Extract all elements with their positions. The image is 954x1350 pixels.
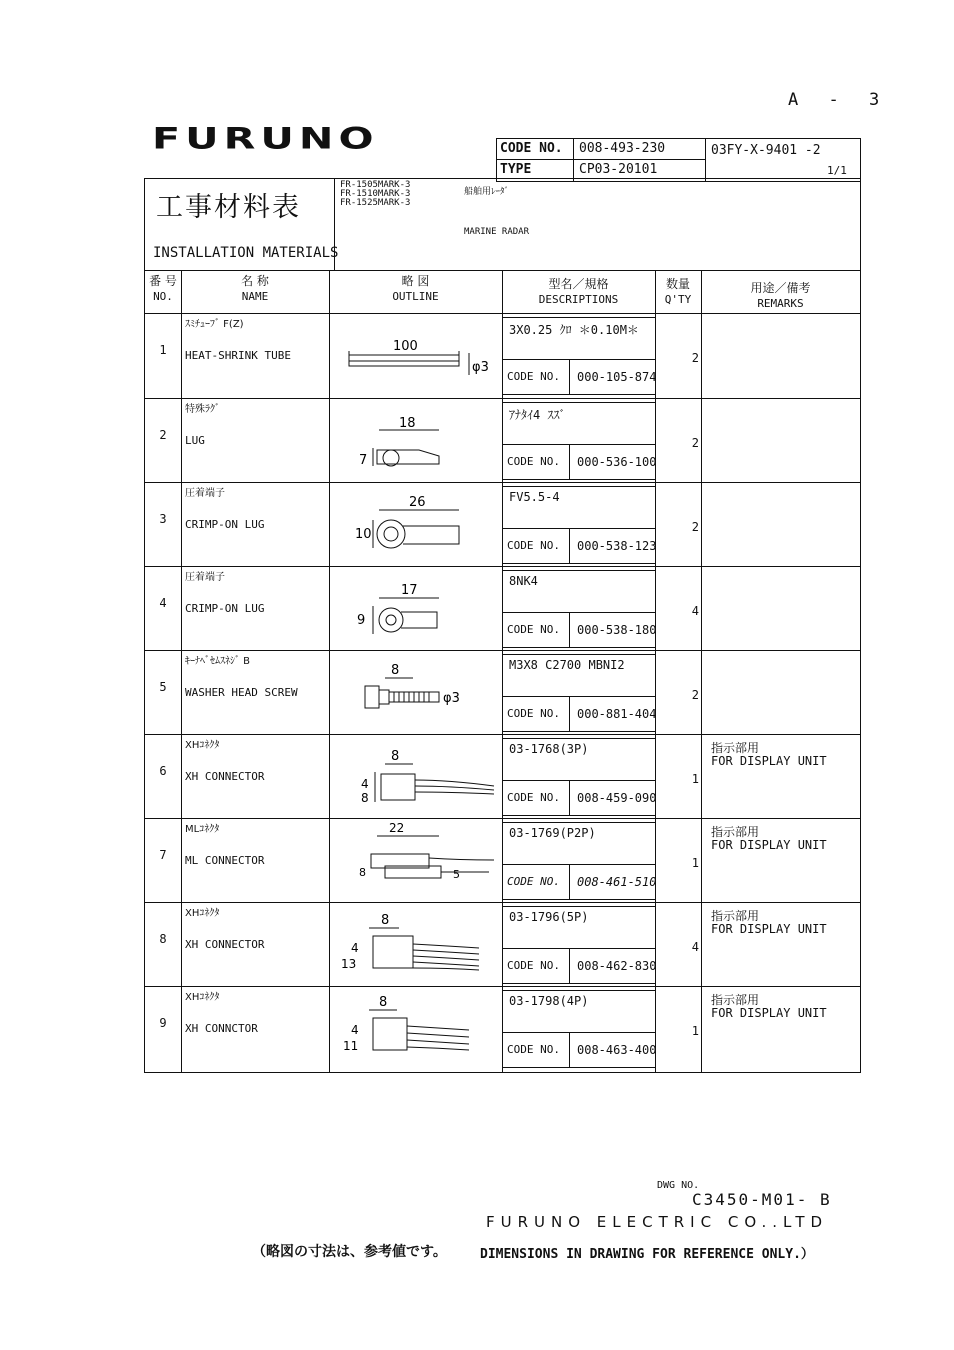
item-code: 008-459-090 xyxy=(577,791,657,805)
item-name-en: XH CONNCTOR xyxy=(185,1022,258,1035)
item-quantity: 2 xyxy=(691,351,699,365)
table-row xyxy=(145,482,860,566)
code-no-value: 008-493-230 xyxy=(579,141,666,156)
header-name-en: NAME xyxy=(241,290,269,303)
item-name-jp: 圧着端子 xyxy=(185,572,225,583)
table-row xyxy=(145,902,860,986)
dimension-label: 7 xyxy=(359,453,368,468)
heat-shrink-tube-drawing xyxy=(329,313,499,397)
row-number: 9 xyxy=(159,1016,167,1030)
row-number: 2 xyxy=(159,428,167,442)
item-description: 8NK4 xyxy=(509,574,538,588)
remark-en: FOR DISPLAY UNIT xyxy=(711,922,827,936)
item-code: 008-462-830 xyxy=(577,959,657,973)
xh-connector-drawing xyxy=(329,986,499,1070)
item-quantity: 2 xyxy=(691,520,699,534)
model-list xyxy=(340,181,410,208)
table-row xyxy=(145,734,860,818)
table-row xyxy=(145,313,860,397)
item-description: 03-1798(4P) xyxy=(509,994,589,1008)
item-quantity: 1 xyxy=(691,772,699,786)
item-description: 03-1769(P2P) xyxy=(509,826,596,840)
item-code: 008-461-510 xyxy=(577,875,657,889)
dimension-label: 26 xyxy=(409,495,426,510)
dimension-label: φ3 xyxy=(443,691,460,706)
item-name-jp: XHｺﾈｸﾀ xyxy=(185,740,220,751)
code-label: CODE NO. xyxy=(507,623,560,636)
note-japanese: （略図の寸法は、参考値です。 xyxy=(252,1244,447,1260)
page-number: A - 3 xyxy=(788,90,890,110)
row-divider xyxy=(145,734,860,735)
remark-en: FOR DISPLAY UNIT xyxy=(711,754,827,768)
row-number: 3 xyxy=(159,512,167,526)
dimension-label: 8 xyxy=(359,866,366,879)
type-label: TYPE xyxy=(500,162,532,177)
code-box xyxy=(496,138,861,182)
model-item: FR-1510MARK-3 xyxy=(340,189,411,199)
item-description: 03-1768(3P) xyxy=(509,742,589,756)
doc-id: 03FY-X-9401 -2 xyxy=(711,143,821,158)
crimp-lug-drawing xyxy=(329,482,499,566)
sheet-number: 1/1 xyxy=(827,164,847,177)
header-no-jp: 番 号 xyxy=(149,274,177,288)
dimension-label: 11 xyxy=(343,1039,359,1053)
code-label: CODE NO. xyxy=(507,539,560,552)
dimension-label: φ3 xyxy=(472,360,489,375)
header-remarks xyxy=(701,281,860,311)
title-english: INSTALLATION MATERIALS xyxy=(153,245,339,261)
drawing-number-label: DWG NO. xyxy=(657,1180,700,1191)
dimension-label: 4 xyxy=(351,941,359,955)
item-name-jp: ｽﾐﾁｭｰﾌﾞ F(Z) xyxy=(185,319,244,330)
item-description: M3X8 C2700 MBNI2 xyxy=(509,658,625,672)
xh-connector-drawing xyxy=(329,734,499,818)
dimension-label: 4 xyxy=(351,1023,359,1037)
item-code: 000-538-180 xyxy=(577,623,657,637)
code-label: CODE NO. xyxy=(507,370,560,383)
table-row xyxy=(145,650,860,734)
item-code: 000-105-874 xyxy=(577,370,657,384)
dimension-label: 8 xyxy=(391,749,400,764)
header-outline-en: OUTLINE xyxy=(392,290,439,303)
code-box-divider xyxy=(705,139,706,181)
washer-head-screw-drawing xyxy=(329,650,499,734)
lug-drawing xyxy=(329,398,499,482)
item-quantity: 4 xyxy=(691,940,699,954)
item-name-en: WASHER HEAD SCREW xyxy=(185,686,298,699)
title-japanese: 工事材料表 xyxy=(156,192,301,223)
type-value: CP03-20101 xyxy=(579,162,658,177)
dimension-label: 18 xyxy=(399,416,416,431)
row-divider xyxy=(145,986,860,987)
row-divider xyxy=(145,650,860,651)
remark-jp: 指示部用 xyxy=(711,993,760,1007)
item-code: 000-881-404 xyxy=(577,707,657,721)
header-outline xyxy=(329,274,502,304)
materials-table xyxy=(144,270,861,1073)
dimension-label: 100 xyxy=(393,339,418,354)
item-name-en: XH CONNECTOR xyxy=(185,938,265,951)
row-divider xyxy=(145,566,860,567)
item-name-en: ML CONNECTOR xyxy=(185,854,265,867)
code-label: CODE NO. xyxy=(507,791,560,804)
row-number: 4 xyxy=(159,596,167,610)
header-outline-jp: 略 図 xyxy=(401,274,430,288)
item-name-jp: XHｺﾈｸﾀ xyxy=(185,992,220,1003)
row-number: 1 xyxy=(159,343,167,357)
xh-connector-drawing xyxy=(329,902,499,986)
item-name-en: LUG xyxy=(185,434,205,447)
item-description: 3X0.25 ｸﾛ ＊0.10M＊ xyxy=(509,323,639,337)
header-remarks-jp: 用途／備考 xyxy=(750,281,811,295)
dimension-label: 17 xyxy=(401,583,418,598)
code-box-divider xyxy=(573,139,574,181)
row-divider xyxy=(145,818,860,819)
item-quantity: 4 xyxy=(691,604,699,618)
dimension-label: 22 xyxy=(389,821,405,835)
header-name-jp: 名 称 xyxy=(241,274,269,288)
remark-jp: 指示部用 xyxy=(711,825,760,839)
remark-jp: 指示部用 xyxy=(711,741,760,755)
item-description: ｱﾅﾀｲ4 ｽｽﾞ xyxy=(509,408,566,422)
code-no-label: CODE NO. xyxy=(500,141,563,156)
item-quantity: 1 xyxy=(691,856,699,870)
dimension-label: 4 xyxy=(361,777,369,791)
header-name xyxy=(181,274,329,304)
header-descriptions xyxy=(502,277,655,307)
item-name-jp: 圧着端子 xyxy=(185,488,225,499)
dimension-label: 13 xyxy=(341,957,357,971)
code-label: CODE NO. xyxy=(507,707,560,720)
dimension-label: 8 xyxy=(391,663,400,678)
remark-en: FOR DISPLAY UNIT xyxy=(711,838,827,852)
row-number: 8 xyxy=(159,932,167,946)
product-english: MARINE RADAR xyxy=(464,227,530,237)
row-number: 6 xyxy=(159,764,167,778)
dimension-label: 9 xyxy=(357,613,366,628)
model-item: FR-1525MARK-3 xyxy=(340,198,411,208)
row-divider xyxy=(145,398,860,399)
row-divider xyxy=(145,902,860,903)
item-name-en: CRIMP-ON LUG xyxy=(185,518,265,531)
item-name-jp: XHｺﾈｸﾀ xyxy=(185,908,220,919)
note-english: DIMENSIONS IN DRAWING FOR REFERENCE ONLY.） xyxy=(480,1247,814,1262)
code-label: CODE NO. xyxy=(507,455,560,468)
table-row xyxy=(145,566,860,650)
code-label: CODE NO. xyxy=(507,959,560,972)
table-row xyxy=(145,818,860,902)
item-name-en: XH CONNECTOR xyxy=(185,770,265,783)
dimension-label: 8 xyxy=(381,913,390,928)
header-no xyxy=(145,274,181,304)
item-code: 000-536-100 xyxy=(577,455,657,469)
company-name: FURUNO ELECTRIC CO..LTD xyxy=(486,1213,829,1231)
dimension-label: 8 xyxy=(361,791,369,805)
header-qty-en: Q'TY xyxy=(664,293,692,306)
header-qty-jp: 数量 xyxy=(665,277,690,291)
dimension-label: 8 xyxy=(379,995,388,1010)
row-divider xyxy=(145,482,860,483)
item-code: 008-463-400 xyxy=(577,1043,657,1057)
code-box-divider xyxy=(497,159,705,160)
header-desc-jp: 型名／規格 xyxy=(548,277,609,291)
item-name-jp: ｷｰﾅﾍﾞｾﾑｽﾈｼﾞ B xyxy=(185,656,251,667)
table-row xyxy=(145,986,860,1070)
item-quantity: 1 xyxy=(691,1024,699,1038)
model-item: FR-1505MARK-3 xyxy=(340,180,411,190)
item-quantity: 2 xyxy=(691,688,699,702)
remark-jp: 指示部用 xyxy=(711,909,760,923)
dimension-label: 10 xyxy=(355,527,372,542)
header-qty xyxy=(655,277,701,307)
header-no-en: NO. xyxy=(153,290,173,303)
code-label: CODE NO. xyxy=(507,1043,560,1056)
remark-en: FOR DISPLAY UNIT xyxy=(711,1006,827,1020)
item-description: 03-1796(5P) xyxy=(509,910,589,924)
item-code: 000-538-123 xyxy=(577,539,657,553)
furuno-logo: FURUNO xyxy=(152,120,379,156)
code-label: CODE NO. xyxy=(507,875,560,888)
item-description: FV5.5-4 xyxy=(509,490,560,504)
item-quantity: 2 xyxy=(691,436,699,450)
table-row xyxy=(145,398,860,482)
header-remarks-en: REMARKS xyxy=(757,297,804,310)
item-name-jp: MLｺﾈｸﾀ xyxy=(185,824,220,835)
crimp-lug-drawing xyxy=(329,566,499,650)
item-name-en: HEAT-SHRINK TUBE xyxy=(185,349,291,362)
dimension-label: 5 xyxy=(453,868,460,881)
drawing-number: C3450-M01- B xyxy=(692,1190,832,1209)
row-number: 7 xyxy=(159,848,167,862)
item-name-jp: 特殊ﾗｸﾞ xyxy=(185,404,220,415)
header-desc-en: DESCRIPTIONS xyxy=(538,293,619,306)
ml-connector-drawing xyxy=(329,818,499,902)
product-japanese: 船舶用ﾚｰﾀﾞ xyxy=(464,187,510,197)
item-name-en: CRIMP-ON LUG xyxy=(185,602,265,615)
row-number: 5 xyxy=(159,680,167,694)
